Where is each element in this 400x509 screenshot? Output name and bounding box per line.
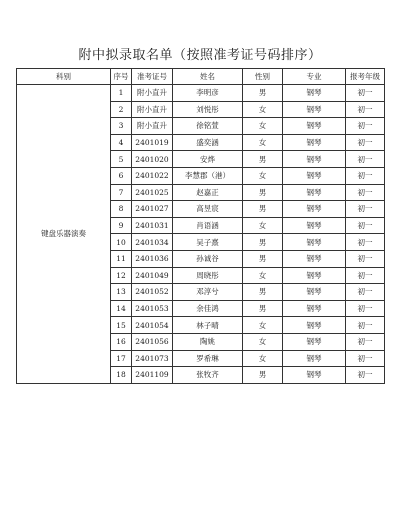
cell-seq: 8 [111, 201, 132, 218]
cell-name: 邓淳兮 [173, 284, 243, 301]
cell-name: 李慧郡（港） [173, 167, 243, 184]
header-cert: 准考证号 [132, 69, 173, 85]
cell-grade: 初一 [346, 250, 385, 267]
cell-major: 钢琴 [283, 333, 346, 350]
cell-name: 肖语涵 [173, 217, 243, 234]
cell-name: 徐铭萱 [173, 118, 243, 135]
cell-cert: 2401053 [132, 300, 173, 317]
cell-seq: 6 [111, 167, 132, 184]
cell-cert: 附小直升 [132, 101, 173, 118]
cell-seq: 9 [111, 217, 132, 234]
cell-major: 钢琴 [283, 317, 346, 334]
cell-name: 安烨 [173, 151, 243, 168]
cell-gender: 女 [243, 118, 283, 135]
cell-major: 钢琴 [283, 250, 346, 267]
cell-name: 林子晴 [173, 317, 243, 334]
cell-major: 钢琴 [283, 350, 346, 367]
cell-name: 余佳鸿 [173, 300, 243, 317]
cell-major: 钢琴 [283, 134, 346, 151]
table-header-row [17, 69, 385, 85]
header-category: 科别 [17, 69, 111, 85]
cell-seq: 7 [111, 184, 132, 201]
cell-name: 盛奕涵 [173, 134, 243, 151]
cell-gender: 女 [243, 333, 283, 350]
table-body [17, 85, 385, 384]
cell-seq: 5 [111, 151, 132, 168]
cell-name: 孙诚谷 [173, 250, 243, 267]
table-row [17, 85, 385, 102]
cell-gender: 女 [243, 267, 283, 284]
cell-cert: 附小直升 [132, 118, 173, 135]
cell-seq: 1 [111, 85, 132, 102]
cell-grade: 初一 [346, 284, 385, 301]
header-name: 姓名 [173, 69, 243, 85]
cell-seq: 10 [111, 234, 132, 251]
cell-name: 刘悦彤 [173, 101, 243, 118]
cell-seq: 15 [111, 317, 132, 334]
cell-major: 钢琴 [283, 217, 346, 234]
cell-cert: 2401036 [132, 250, 173, 267]
cell-seq: 17 [111, 350, 132, 367]
cell-gender: 男 [243, 85, 283, 102]
cell-major: 钢琴 [283, 300, 346, 317]
cell-cert: 2401022 [132, 167, 173, 184]
cell-seq: 16 [111, 333, 132, 350]
cell-name: 李明彦 [173, 85, 243, 102]
cell-name: 赵嘉正 [173, 184, 243, 201]
cell-major: 钢琴 [283, 367, 346, 384]
cell-seq: 2 [111, 101, 132, 118]
cell-major: 钢琴 [283, 151, 346, 168]
cell-grade: 初一 [346, 333, 385, 350]
cell-major: 钢琴 [283, 167, 346, 184]
cell-cert: 2401049 [132, 267, 173, 284]
cell-major: 钢琴 [283, 184, 346, 201]
cell-gender: 男 [243, 250, 283, 267]
cell-seq: 4 [111, 134, 132, 151]
cell-grade: 初一 [346, 217, 385, 234]
header-gender: 性别 [243, 69, 283, 85]
cell-grade: 初一 [346, 201, 385, 218]
cell-cert: 2401109 [132, 367, 173, 384]
cell-gender: 女 [243, 134, 283, 151]
cell-gender: 男 [243, 201, 283, 218]
cell-cert: 2401020 [132, 151, 173, 168]
cell-grade: 初一 [346, 350, 385, 367]
cell-gender: 女 [243, 167, 283, 184]
cell-grade: 初一 [346, 184, 385, 201]
cell-major: 钢琴 [283, 284, 346, 301]
cell-name: 吴子熹 [173, 234, 243, 251]
cell-gender: 男 [243, 300, 283, 317]
cell-cert: 2401056 [132, 333, 173, 350]
page-title: 附中拟录取名单（按照准考证号码排序） [78, 48, 322, 63]
admission-table [16, 68, 385, 384]
cell-grade: 初一 [346, 300, 385, 317]
cell-grade: 初一 [346, 367, 385, 384]
cell-grade: 初一 [346, 85, 385, 102]
cell-gender: 男 [243, 284, 283, 301]
cell-major: 钢琴 [283, 118, 346, 135]
header-major: 专业 [283, 69, 346, 85]
cell-gender: 女 [243, 217, 283, 234]
cell-major: 钢琴 [283, 101, 346, 118]
cell-grade: 初一 [346, 151, 385, 168]
cell-major: 钢琴 [283, 267, 346, 284]
cell-name: 高昱宸 [173, 201, 243, 218]
cell-cert: 2401025 [132, 184, 173, 201]
cell-gender: 男 [243, 234, 283, 251]
category-cell: 键盘乐器演奏 [17, 85, 111, 384]
cell-name: 陶姚 [173, 333, 243, 350]
cell-grade: 初一 [346, 267, 385, 284]
cell-cert: 2401034 [132, 234, 173, 251]
cell-grade: 初一 [346, 234, 385, 251]
cell-gender: 男 [243, 151, 283, 168]
cell-cert: 2401073 [132, 350, 173, 367]
cell-cert: 附小直升 [132, 85, 173, 102]
cell-grade: 初一 [346, 134, 385, 151]
cell-grade: 初一 [346, 118, 385, 135]
cell-grade: 初一 [346, 167, 385, 184]
cell-major: 钢琴 [283, 85, 346, 102]
cell-seq: 11 [111, 250, 132, 267]
cell-cert: 2401031 [132, 217, 173, 234]
cell-gender: 女 [243, 101, 283, 118]
cell-grade: 初一 [346, 101, 385, 118]
cell-seq: 12 [111, 267, 132, 284]
cell-grade: 初一 [346, 317, 385, 334]
cell-seq: 18 [111, 367, 132, 384]
cell-major: 钢琴 [283, 234, 346, 251]
cell-major: 钢琴 [283, 201, 346, 218]
cell-name: 张牧齐 [173, 367, 243, 384]
cell-name: 罗希琳 [173, 350, 243, 367]
cell-gender: 女 [243, 317, 283, 334]
cell-cert: 2401019 [132, 134, 173, 151]
header-seq: 序号 [111, 69, 132, 85]
cell-gender: 男 [243, 367, 283, 384]
cell-cert: 2401054 [132, 317, 173, 334]
cell-seq: 14 [111, 300, 132, 317]
cell-cert: 2401052 [132, 284, 173, 301]
cell-gender: 女 [243, 350, 283, 367]
cell-cert: 2401027 [132, 201, 173, 218]
header-grade: 报考年级 [346, 69, 385, 85]
cell-name: 周晓彤 [173, 267, 243, 284]
cell-seq: 3 [111, 118, 132, 135]
cell-gender: 男 [243, 184, 283, 201]
cell-seq: 13 [111, 284, 132, 301]
